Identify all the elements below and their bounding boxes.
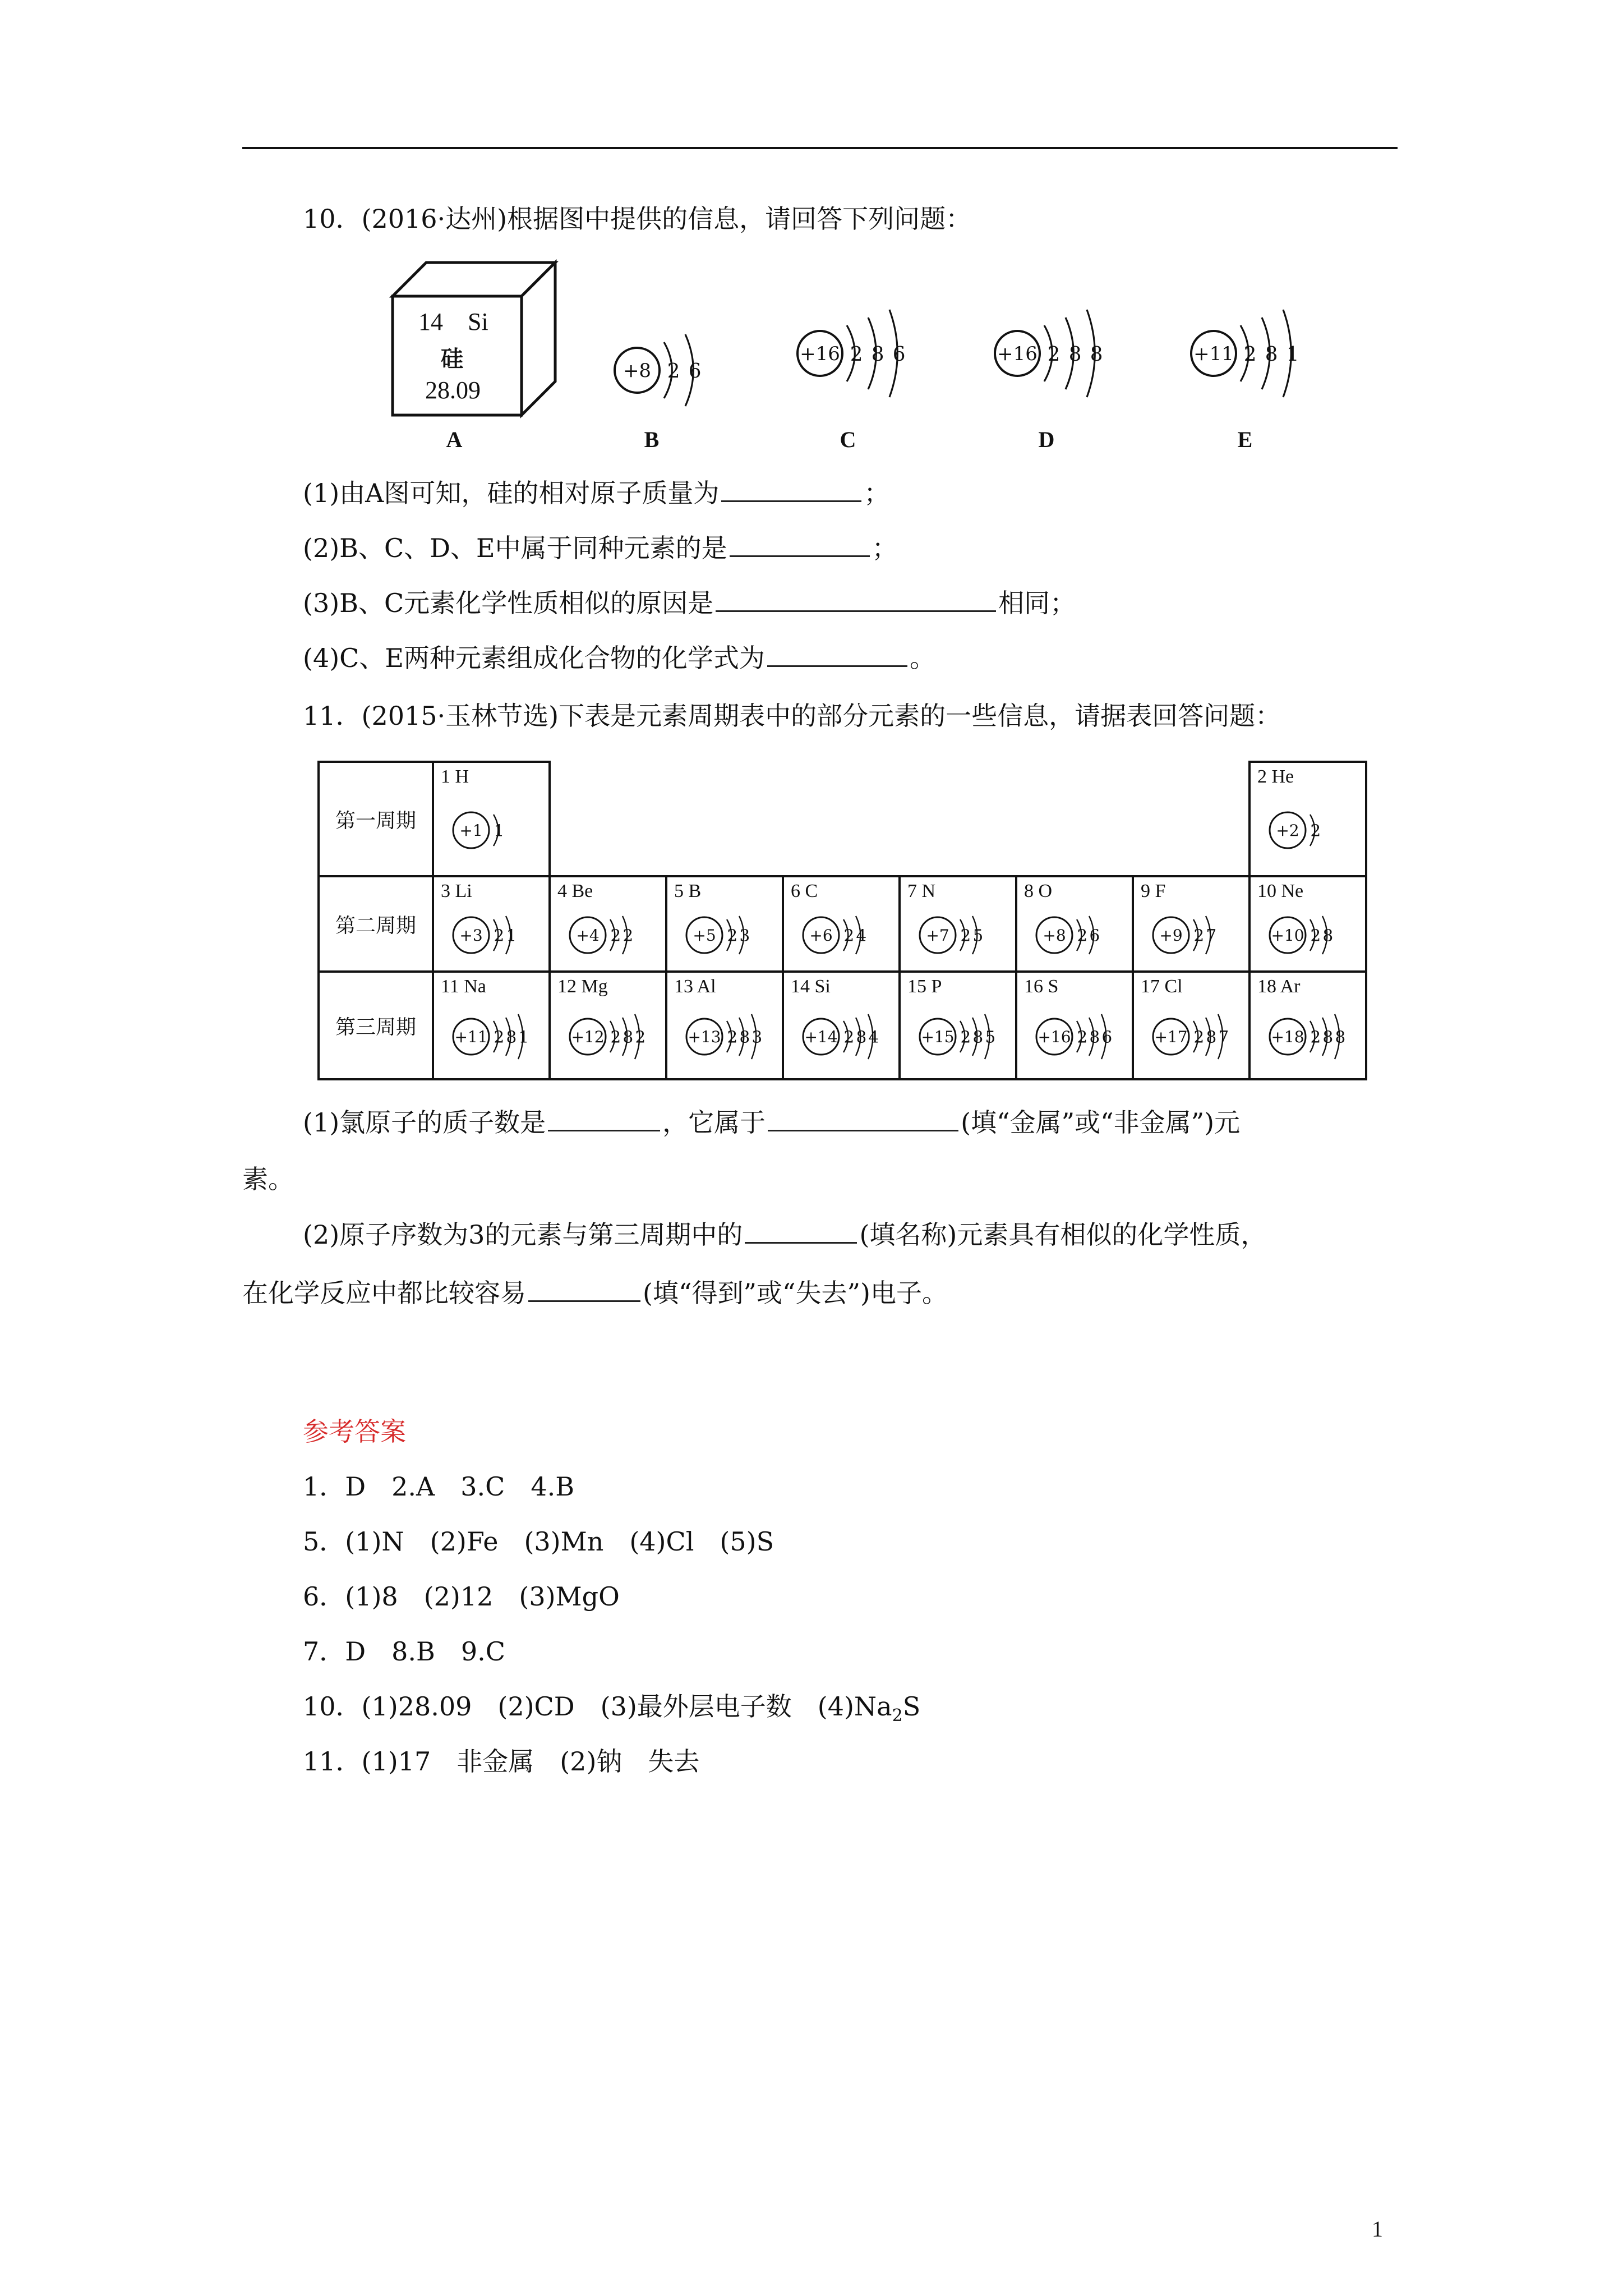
element-label: 6 C bbox=[791, 881, 818, 901]
nucleus-charge: +18 bbox=[1271, 1027, 1304, 1046]
shell-electron-count: 8 bbox=[1335, 1027, 1346, 1047]
atom-structure-diagram bbox=[801, 904, 884, 966]
shell-electron-count: 2 bbox=[727, 926, 738, 945]
shell-electron-count: 2 bbox=[494, 1027, 505, 1047]
shell-electron-count: 8 bbox=[623, 1027, 634, 1047]
shell-electron-count: 6 bbox=[688, 359, 702, 383]
shell-electron-count: 8 bbox=[1322, 1027, 1334, 1047]
nucleus-charge: +7 bbox=[926, 926, 949, 945]
element-label: 8 O bbox=[1024, 881, 1053, 901]
element-label: 14 Si bbox=[791, 976, 831, 997]
table-row bbox=[319, 972, 1366, 1079]
nucleus-charge: +8 bbox=[1043, 926, 1066, 945]
element-cell bbox=[1133, 972, 1249, 1079]
nucleus-charge: +13 bbox=[688, 1027, 721, 1046]
answer-line: 1．D 2.A 3.C 4.B bbox=[303, 1471, 575, 1502]
element-label: 2 He bbox=[1257, 766, 1294, 787]
shell-electron-count: 2 bbox=[1310, 1027, 1321, 1047]
periodic-table bbox=[317, 761, 1367, 1080]
shell-electron-count: 8 bbox=[1089, 1027, 1100, 1047]
element-label: 7 N bbox=[907, 881, 936, 901]
q10-part-3: (3)B、C元素化学性质相似的原因是 相同； bbox=[303, 586, 1076, 620]
atom-structure-diagram bbox=[1034, 904, 1117, 966]
shell-electron-count: 2 bbox=[843, 1027, 855, 1047]
answer-blank[interactable] bbox=[721, 476, 861, 502]
nucleus-charge: +17 bbox=[1154, 1027, 1188, 1046]
atom-structure-diagram bbox=[684, 1000, 780, 1074]
nucleus-charge: +3 bbox=[459, 926, 483, 945]
q11-part-1-line-2: 素。 bbox=[242, 1164, 294, 1194]
period-label: 第三周期 bbox=[319, 972, 433, 1079]
atom-structure-diagram bbox=[568, 1000, 663, 1074]
atom-structure-diagram bbox=[1267, 904, 1350, 966]
answer-line-10: 10．(1)28.09 (2)CD (3)最外层电子数 $(4)Na_2S$ bbox=[303, 1691, 921, 1726]
answer-line: 5．(1)N (2)Fe (3)Mn (4)Cl (5)S bbox=[303, 1526, 774, 1557]
shell-electron-count: 3 bbox=[739, 926, 750, 945]
shell-electron-count: 2 bbox=[635, 1027, 646, 1047]
atom-structure-diagram bbox=[1151, 1000, 1246, 1074]
element-cell bbox=[1133, 876, 1249, 972]
shell-electron-count: 2 bbox=[843, 926, 855, 945]
shell-electron-count: 1 bbox=[518, 1027, 529, 1047]
shell-electron-count: 6 bbox=[1101, 1027, 1113, 1047]
element-cell bbox=[900, 876, 1016, 972]
shell-electron-count: 4 bbox=[868, 1027, 879, 1047]
q11-part-2-line-2: 在化学反应中都比较容易 (填“得到”或“失去”)电子。 bbox=[242, 1276, 948, 1310]
shell-electron-count: 2 bbox=[1193, 1027, 1205, 1047]
nucleus-charge: +12 bbox=[571, 1027, 605, 1046]
nucleus-charge: +14 bbox=[804, 1027, 838, 1046]
q11-part-1-line-1: (1)氯原子的质子数是 ，它属于 (填“金属”或“非金属”)元 bbox=[303, 1105, 1240, 1139]
nucleus-charge: +2 bbox=[1276, 821, 1299, 840]
figure-label-b: B bbox=[644, 427, 660, 452]
shell-electron-count: 7 bbox=[1218, 1027, 1229, 1047]
shell-electron-count: 2 bbox=[1077, 1027, 1088, 1047]
shell-electron-count: 3 bbox=[751, 1027, 763, 1047]
element-label: 18 Ar bbox=[1257, 976, 1301, 997]
nucleus-charge: +16 bbox=[1038, 1027, 1071, 1046]
shell-electron-count: 8 bbox=[1090, 342, 1103, 366]
shell-electron-count: 2 bbox=[960, 926, 971, 945]
answer-line: 6．(1)8 (2)12 (3)MgO bbox=[303, 1581, 620, 1612]
atom-structure-diagram bbox=[451, 1000, 546, 1074]
shell-electron-count: 2 bbox=[727, 1027, 738, 1047]
shell-electron-count: 8 bbox=[1068, 342, 1082, 366]
shell-electron-count: 2 bbox=[960, 1027, 971, 1047]
nucleus-charge: +1 bbox=[459, 821, 483, 840]
answer-line-11: 11．(1)17 非金属 (2)钠 失去 bbox=[303, 1746, 700, 1777]
atom-structure-diagram bbox=[451, 790, 522, 871]
element-cell bbox=[433, 876, 550, 972]
atom-structure-diagram bbox=[795, 297, 926, 409]
answer-blank[interactable] bbox=[767, 641, 907, 667]
figure-label-e: E bbox=[1237, 427, 1253, 452]
atom-figure-d bbox=[993, 297, 1124, 412]
element-label: 17 Cl bbox=[1141, 976, 1183, 997]
table-row bbox=[319, 762, 1366, 876]
nucleus-charge: +8 bbox=[623, 359, 652, 382]
element-label: 9 F bbox=[1141, 881, 1166, 901]
nucleus-charge: +4 bbox=[576, 926, 600, 945]
header-rule bbox=[242, 147, 1398, 149]
shell-electron-count: 7 bbox=[1206, 926, 1217, 945]
atom-figure-b bbox=[612, 314, 722, 429]
shell-electron-count: 2 bbox=[1310, 926, 1321, 945]
shell-electron-count: 2 bbox=[494, 926, 505, 945]
shell-electron-count: 2 bbox=[610, 1027, 621, 1047]
figure-label-d: D bbox=[1038, 427, 1055, 452]
shell-electron-count: 8 bbox=[739, 1027, 750, 1047]
nucleus-charge: +15 bbox=[921, 1027, 955, 1046]
q10-part-4: (4)C、E两种元素组成化合物的化学式为 。 bbox=[303, 641, 935, 675]
element-cell bbox=[1249, 972, 1366, 1079]
answer-blank[interactable] bbox=[730, 531, 870, 557]
shell-electron-count: 6 bbox=[1089, 926, 1100, 945]
shell-electron-count: 2 bbox=[1193, 926, 1205, 945]
element-card-number: 14 bbox=[418, 308, 443, 335]
period-label: 第二周期 bbox=[319, 876, 433, 972]
element-card-mass: 28.09 bbox=[425, 376, 481, 404]
element-label: 3 Li bbox=[441, 881, 472, 901]
element-cell bbox=[1249, 876, 1366, 972]
nucleus-charge: +5 bbox=[693, 926, 716, 945]
table-row bbox=[319, 876, 1366, 972]
element-cell bbox=[783, 876, 900, 972]
shell-electron-count: 1 bbox=[506, 926, 517, 945]
nucleus-charge: +16 bbox=[800, 342, 840, 365]
shell-electron-count: 8 bbox=[972, 1027, 984, 1047]
element-cell-h bbox=[433, 762, 550, 876]
shell-electron-count: 5 bbox=[985, 1027, 996, 1047]
answer-line: 7．D 8.B 9.C bbox=[303, 1636, 505, 1667]
shell-electron-count: 2 bbox=[1077, 926, 1088, 945]
nucleus-charge: +16 bbox=[997, 342, 1038, 365]
answer-blank[interactable] bbox=[768, 1105, 958, 1131]
q11-part-2-line-1: (2)原子序数为3的元素与第三周期中的 (填名称)元素具有相似的化学性质， bbox=[303, 1217, 1266, 1251]
element-cell bbox=[1016, 972, 1133, 1079]
element-label: 1 H bbox=[441, 766, 469, 787]
nucleus-charge: +11 bbox=[454, 1027, 488, 1046]
atom-structure-diagram bbox=[917, 904, 1000, 966]
element-label: 4 Be bbox=[557, 881, 593, 901]
table-gap bbox=[550, 762, 1249, 876]
shell-electron-count: 2 bbox=[623, 926, 634, 945]
element-card-symbol: Si bbox=[468, 308, 488, 335]
element-label: 15 P bbox=[907, 976, 942, 997]
atom-structure-diagram bbox=[1267, 790, 1338, 871]
answer-blank[interactable] bbox=[548, 1105, 660, 1131]
element-label: 5 B bbox=[674, 881, 702, 901]
atom-structure-diagram bbox=[1151, 904, 1234, 966]
shell-electron-count: 2 bbox=[1243, 342, 1257, 366]
atom-structure-diagram bbox=[612, 314, 722, 426]
shell-electron-count: 2 bbox=[850, 342, 863, 366]
element-cell bbox=[666, 972, 783, 1079]
shell-electron-count: 8 bbox=[856, 1027, 867, 1047]
shell-electron-count: 2 bbox=[1047, 342, 1061, 366]
shell-electron-count: 8 bbox=[506, 1027, 517, 1047]
atom-structure-diagram bbox=[801, 1000, 896, 1074]
shell-electron-count: 8 bbox=[871, 342, 884, 366]
shell-electron-count: 6 bbox=[892, 342, 906, 366]
answer-blank[interactable] bbox=[528, 1276, 640, 1302]
shell-electron-count: 2 bbox=[667, 359, 680, 383]
figure-label-a: A bbox=[446, 427, 463, 452]
element-cell bbox=[666, 876, 783, 972]
element-cell bbox=[550, 876, 666, 972]
element-cell bbox=[550, 972, 666, 1079]
element-label: 11 Na bbox=[441, 976, 486, 997]
shell-electron-count: 8 bbox=[1322, 926, 1334, 945]
element-card-name: 硅 bbox=[441, 346, 463, 372]
shell-electron-count: 4 bbox=[856, 926, 867, 945]
q10-part-1: (1)由A图可知，硅的相对原子质量为 ； bbox=[303, 476, 889, 510]
nucleus-charge: +11 bbox=[1193, 342, 1234, 365]
atom-structure-diagram bbox=[1189, 297, 1320, 409]
q10-stem: 10．(2016·达州)根据图中提供的信息，请回答下列问题： bbox=[303, 204, 972, 234]
element-cell bbox=[1016, 876, 1133, 972]
atom-structure-diagram bbox=[1267, 1000, 1363, 1074]
shell-electron-count: 8 bbox=[1206, 1027, 1217, 1047]
element-label: 10 Ne bbox=[1257, 881, 1304, 901]
nucleus-charge: +9 bbox=[1159, 926, 1183, 945]
shell-electron-count: 8 bbox=[1265, 342, 1278, 366]
element-cell bbox=[433, 972, 550, 1079]
shell-electron-count: 2 bbox=[1310, 821, 1321, 840]
element-cell bbox=[900, 972, 1016, 1079]
atom-structure-diagram bbox=[917, 1000, 1013, 1074]
nucleus-charge: +6 bbox=[809, 926, 833, 945]
answers-title: 参考答案 bbox=[303, 1416, 406, 1447]
answer-blank[interactable] bbox=[745, 1217, 857, 1244]
shell-electron-count: 2 bbox=[610, 926, 621, 945]
atom-figure-e bbox=[1189, 297, 1320, 412]
shell-electron-count: 1 bbox=[494, 821, 505, 840]
atom-structure-diagram bbox=[568, 904, 651, 966]
q10-part-2: (2)B、C、D、E中属于同种元素的是 ； bbox=[303, 531, 898, 565]
shell-electron-count: 5 bbox=[972, 926, 984, 945]
figure-label-c: C bbox=[840, 427, 856, 452]
atom-structure-diagram bbox=[451, 904, 534, 966]
q11-stem: 11．(2015·玉林节选)下表是元素周期表中的部分元素的一些信息，请据表回答问题： bbox=[303, 701, 1281, 731]
period-label: 第一周期 bbox=[319, 762, 433, 876]
atom-structure-diagram bbox=[684, 904, 767, 966]
answer-blank[interactable] bbox=[716, 586, 996, 612]
element-label: 12 Mg bbox=[557, 976, 608, 997]
page-number: 1 bbox=[1372, 2216, 1383, 2242]
element-label: 16 S bbox=[1024, 976, 1059, 997]
element-label: 13 Al bbox=[674, 976, 716, 997]
element-cell-he bbox=[1249, 762, 1366, 876]
element-cell bbox=[783, 972, 900, 1079]
atom-figure-c bbox=[795, 297, 926, 412]
atom-structure-diagram bbox=[993, 297, 1124, 409]
shell-electron-count: 1 bbox=[1286, 342, 1299, 366]
nucleus-charge: +10 bbox=[1271, 926, 1304, 945]
atom-structure-diagram bbox=[1034, 1000, 1129, 1074]
